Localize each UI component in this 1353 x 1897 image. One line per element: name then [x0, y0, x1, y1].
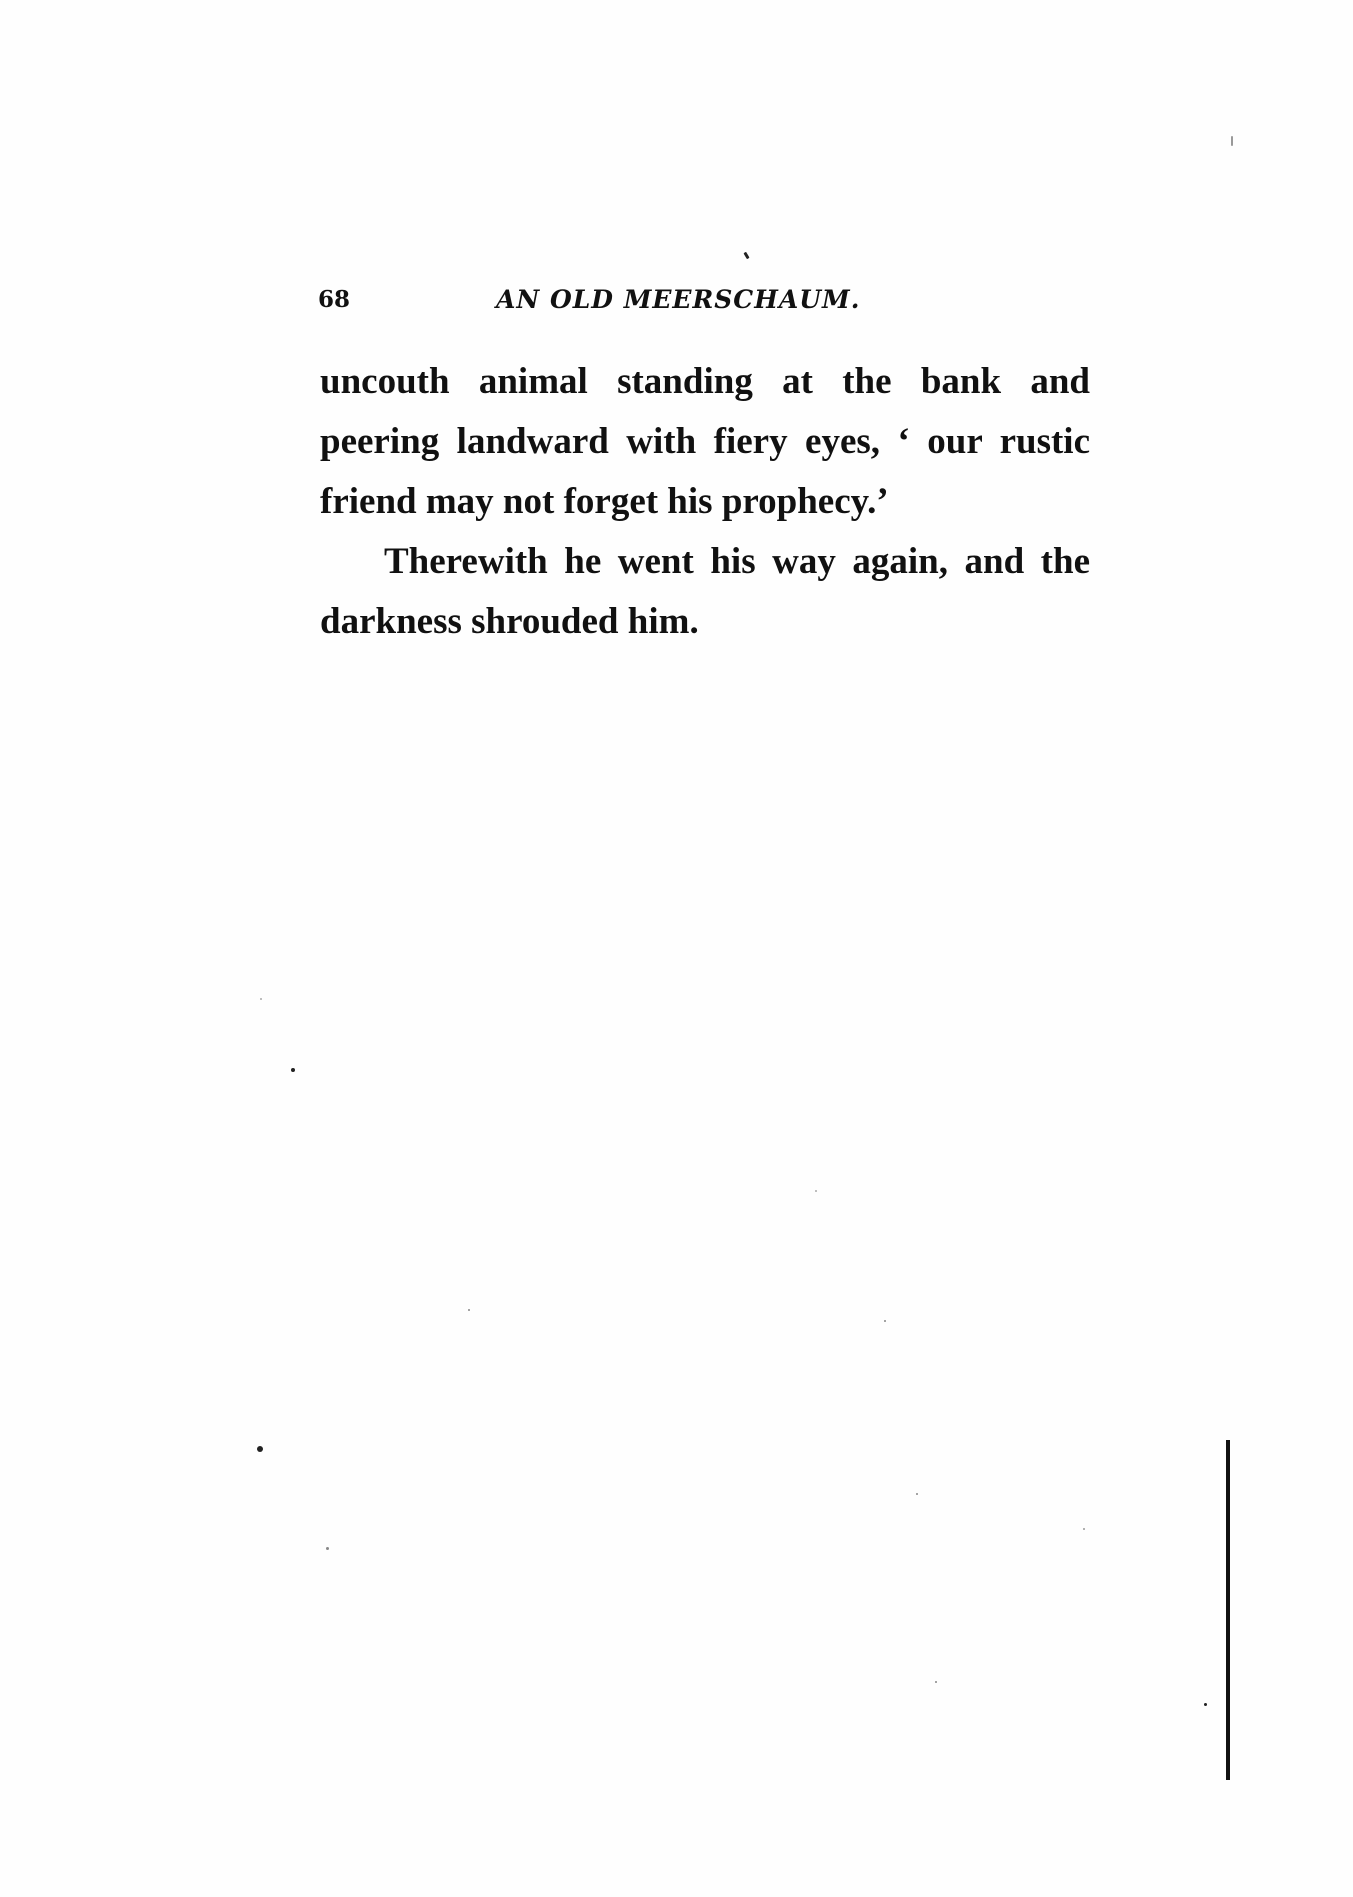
scan-speck	[1204, 1703, 1207, 1706]
body-text	[320, 352, 1090, 652]
text-line: Therewith he went his way again, and the	[384, 541, 1090, 582]
scan-speck	[326, 1547, 329, 1550]
text-line: peering landward with fiery eyes, ‘ our rustic	[320, 421, 1090, 462]
scan-speck	[260, 998, 262, 1000]
scan-speck	[935, 1681, 937, 1683]
scan-speck	[291, 1068, 295, 1072]
scan-speck	[1231, 136, 1233, 146]
scan-speck	[743, 252, 749, 260]
scan-speck	[468, 1309, 470, 1311]
running-title: AN OLD MEERSCHAUM.	[496, 285, 861, 314]
scan-speck	[257, 1446, 263, 1452]
scan-speck	[884, 1320, 886, 1322]
text-line: uncouth animal standing at the bank and	[320, 361, 1090, 402]
page-number: 68	[318, 286, 351, 313]
scan-speck	[815, 1190, 817, 1192]
text-line: friend may not forget his prophecy.’	[320, 481, 889, 522]
margin-rule	[1226, 1440, 1230, 1780]
running-head	[318, 286, 1098, 326]
text-line: darkness shrouded him.	[320, 601, 699, 642]
scan-speck	[916, 1493, 918, 1495]
scan-speck	[1083, 1528, 1085, 1530]
